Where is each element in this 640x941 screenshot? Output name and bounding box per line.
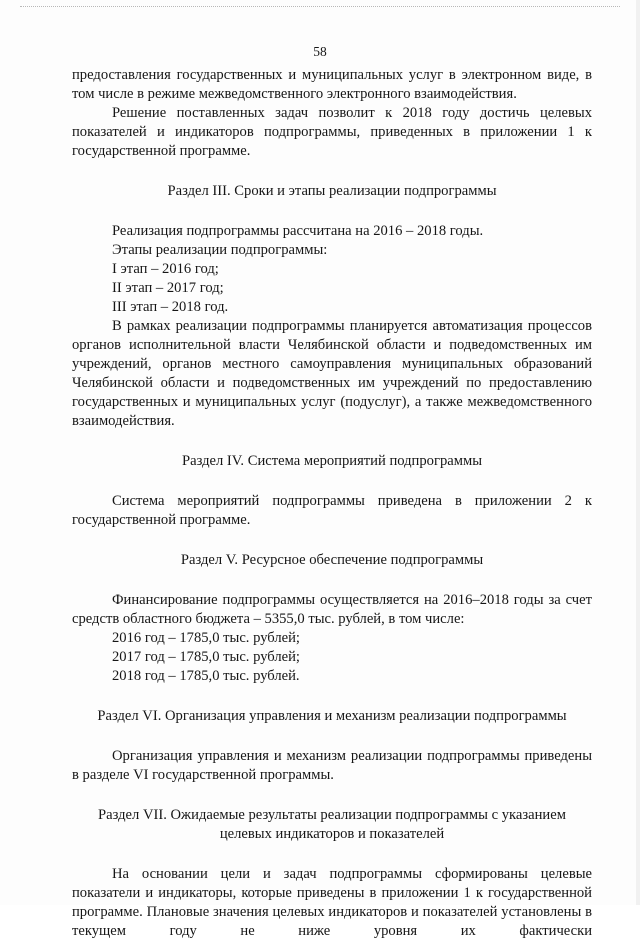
spacer [72, 686, 592, 707]
spacer [72, 530, 592, 551]
document-body [72, 66, 592, 941]
scan-edge-top [20, 6, 620, 7]
section-6-heading: Раздел VI. Организация управления и механизм реализации подпрограммы [97, 708, 567, 724]
section-7-paragraph: На основании цели и задач подпрограммы сформированы целевые показатели и индикаторы, которые приведены в приложении 1 к государственной программе. Плановые значения целевых индикаторов и показателей установлены в текущем году не ниже уровня их фактически [72, 866, 592, 939]
intro-paragraph-goals: Решение поставленных задач позволит к 2018 году достичь целевых показателей и индикаторов подпрограммы, приведенных в приложении 1 к государственной программе. [72, 105, 592, 159]
section-7-heading-line-2: целевых индикаторов и показателей [219, 826, 445, 842]
section-5-funding-line: 2017 год – 1785,0 тыс. рублей; [112, 649, 300, 665]
section-5-funding-line: 2018 год – 1785,0 тыс. рублей. [112, 668, 300, 684]
section-7-heading-line-1: Раздел VII. Ожидаемые результаты реализации подпрограммы с указанием [98, 807, 566, 823]
section-5-heading: Раздел V. Ресурсное обеспечение подпрограммы [180, 552, 484, 568]
scan-edge-right [636, 0, 640, 905]
spacer [72, 570, 592, 591]
spacer [72, 431, 592, 452]
spacer [72, 201, 592, 222]
section-4-paragraph: Система мероприятий подпрограммы приведена в приложении 2 к государственной программе. [72, 493, 592, 528]
section-3-line: I этап – 2016 год; [112, 261, 219, 277]
section-3-line: Этапы реализации подпрограммы: [112, 242, 328, 258]
section-6-paragraph: Организация управления и механизм реализации подпрограммы приведены в разделе VI государственной программы. [72, 748, 592, 783]
section-5-paragraph: Финансирование подпрограммы осуществляется на 2016–2018 годы за счет средств областного бюджета – 5355,0 тыс. рублей, в том числе: [72, 592, 592, 627]
section-4-heading: Раздел IV. Система мероприятий подпрограммы [181, 453, 482, 469]
page-number: 58 [313, 44, 327, 59]
spacer [72, 726, 592, 747]
section-3-heading: Раздел III. Сроки и этапы реализации подпрограммы [167, 183, 497, 199]
section-3-paragraph: В рамках реализации подпрограммы планируется автоматизация процессов органов исполнительной власти Челябинской области и подведомственных им учреждений, органов местного самоуправления муниципальных образований Челябинской области и подведомственных им учреждений по предоставлению государственных и муниципальных услуг (подуслуг), а также межведомственного взаимодействия. [72, 318, 592, 429]
spacer [72, 844, 592, 865]
section-3-line: III этап – 2018 год. [112, 299, 229, 315]
section-5-funding-line: 2016 год – 1785,0 тыс. рублей; [112, 630, 300, 646]
spacer [72, 161, 592, 182]
section-3-line: Реализация подпрограммы рассчитана на 2016 – 2018 годы. [112, 223, 484, 239]
spacer [72, 785, 592, 806]
intro-paragraph-continuation: предоставления государственных и муниципальных услуг в электронном виде, в том числе в режиме межведомственного электронного взаимодействия. [72, 67, 592, 102]
section-3-line: II этап – 2017 год; [112, 280, 224, 296]
spacer [72, 471, 592, 492]
